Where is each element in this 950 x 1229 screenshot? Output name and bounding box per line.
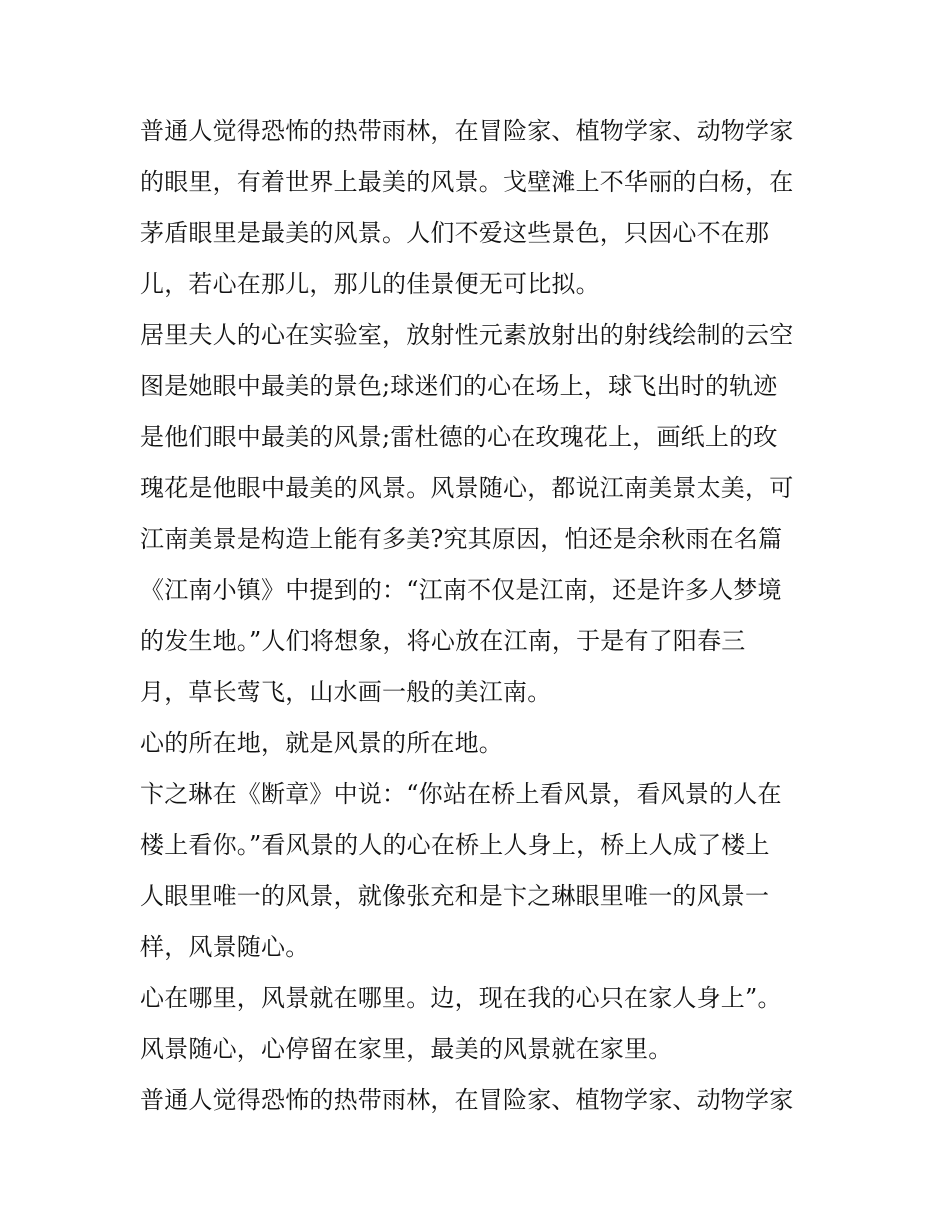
text-line: 普通人觉得恐怖的热带雨林，在冒险家、植物学家、动物学家: [140, 1086, 794, 1114]
text-line: 普通人觉得恐怖的热带雨林，在冒险家、植物学家、动物学家: [140, 117, 794, 145]
text-line: 茅盾眼里是最美的风景。人们不爱这些景色，只因心不在那: [140, 219, 770, 247]
text-line: 月，草长莺飞，山水画一般的美江南。: [140, 678, 552, 706]
text-line: 儿，若心在那儿，那儿的佳景便无可比拟。: [140, 270, 600, 298]
text-line: 人眼里唯一的风景，就像张充和是卞之琳眼里唯一的风景一: [140, 882, 770, 910]
text-line: 瑰花是他眼中最美的风景。风景随心，都说江南美景太美，可: [140, 474, 794, 502]
text-line: 样，风景随心。: [140, 933, 310, 961]
text-line: 楼上看你。”看风景的人的心在桥上人身上，桥上人成了楼上: [140, 831, 770, 859]
text-line: 江南美景是构造上能有多美?究其原因，怕还是余秋雨在名篇: [140, 525, 783, 553]
text-line: 是他们眼中最美的风景;雷杜德的心在玫瑰花上，画纸上的玫: [140, 423, 778, 451]
text-line: 风景随心，心停留在家里，最美的风景就在家里。: [140, 1035, 673, 1063]
text-line: 心的所在地，就是风景的所在地。: [140, 729, 503, 757]
text-line: 心在哪里，风景就在哪里。边，现在我的心只在家人身上”。: [140, 984, 782, 1012]
text-line: 的发生地。”人们将想象，将心放在江南，于是有了阳春三: [140, 627, 746, 655]
text-line: 《江南小镇》中提到的：“江南不仅是江南，还是许多人梦境: [140, 576, 782, 604]
text-line: 图是她眼中最美的景色;球迷们的心在场上，球飞出时的轨迹: [140, 372, 778, 400]
text-line: 的眼里，有着世界上最美的风景。戈壁滩上不华丽的白杨，在: [140, 168, 794, 196]
text-line: 卞之琳在《断章》中说：“你站在桥上看风景，看风景的人在: [140, 780, 782, 808]
document-body: [140, 106, 820, 1126]
text-line: 居里夫人的心在实验室，放射性元素放射出的射线绘制的云空: [140, 321, 794, 349]
